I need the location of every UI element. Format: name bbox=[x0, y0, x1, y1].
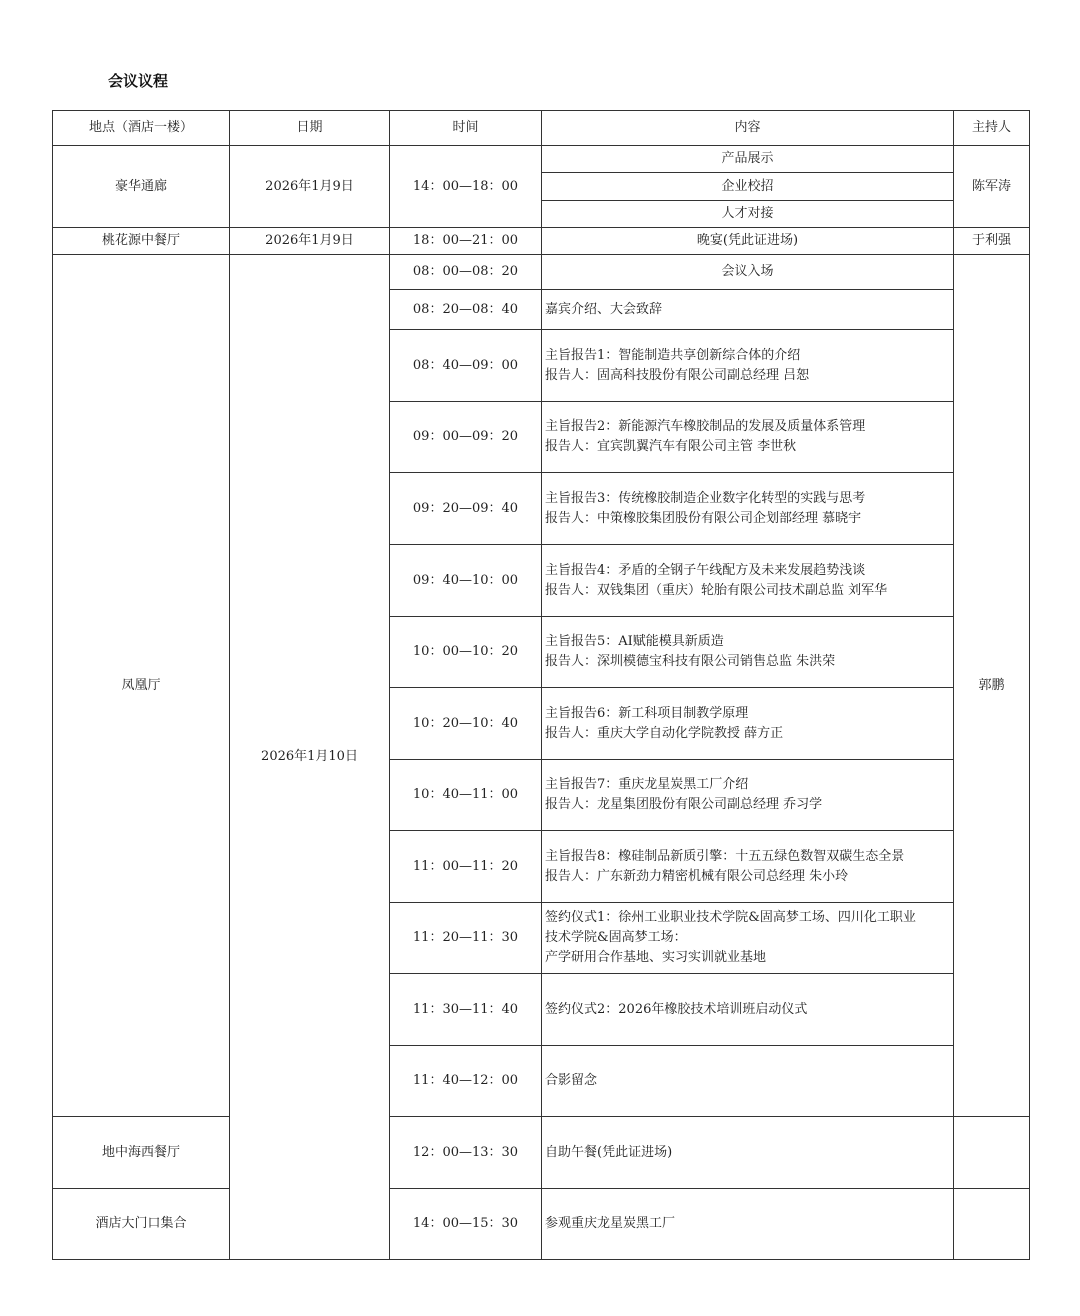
content-cell bbox=[542, 688, 954, 760]
content-line: 主旨报告6：新工科项目制教学原理 bbox=[545, 705, 749, 721]
time-cell: 09：20—09：40 bbox=[390, 473, 542, 545]
time-cell: 14：00—15：30 bbox=[390, 1189, 542, 1260]
content-line: 主旨报告5：AI赋能模具新质造 bbox=[545, 634, 724, 649]
content-cell bbox=[542, 974, 954, 1046]
header-venue: 地点（酒店一楼） bbox=[53, 111, 230, 146]
host-cell: 于利强 bbox=[954, 228, 1030, 255]
header-content: 内容 bbox=[542, 111, 954, 146]
content-line: 报告人：中策橡胶集团股份有限公司企划部经理 慕晓宇 bbox=[545, 510, 862, 526]
content-line: 主旨报告3：传统橡胶制造企业数字化转型的实践与思考 bbox=[545, 490, 866, 506]
table-row bbox=[53, 255, 1030, 290]
content-line: 主旨报告2：新能源汽车橡胶制品的发展及质量体系管理 bbox=[545, 419, 866, 434]
content-cell: 人才对接 bbox=[542, 201, 954, 228]
time-cell: 14：00—18：00 bbox=[390, 146, 542, 228]
content-line: 技术学院&固高梦工场： bbox=[545, 930, 687, 945]
content-line: 主旨报告1：智能制造共享创新综合体的介绍 bbox=[545, 347, 801, 363]
host-cell: 郭鹏 bbox=[954, 255, 1030, 1117]
date-cell: 2026年1月9日 bbox=[230, 228, 390, 255]
venue-cell: 地中海西餐厅 bbox=[53, 1117, 230, 1189]
content-cell bbox=[542, 473, 954, 545]
content-line: 参观重庆龙星炭黑工厂 bbox=[545, 1216, 676, 1231]
content-line: 签约仪式1：徐州工业职业技术学院&固高梦工场、四川化工职业 bbox=[545, 910, 916, 925]
content-line: 主旨报告8：橡硅制品新质引擎：十五五绿色数智双碳生态全景 bbox=[545, 848, 905, 864]
time-cell: 11：40—12：00 bbox=[390, 1046, 542, 1117]
venue-cell: 桃花源中餐厅 bbox=[53, 228, 230, 255]
content-cell bbox=[542, 1046, 954, 1117]
time-cell: 11：30—11：40 bbox=[390, 974, 542, 1046]
content-line: 报告人：深圳模德宝科技有限公司销售总监 朱洪荣 bbox=[545, 654, 836, 669]
content-line: 主旨报告4：矛盾的全钢子午线配方及未来发展趋势浅谈 bbox=[545, 562, 866, 578]
content-cell bbox=[542, 1189, 954, 1260]
content-line: 会议入场 bbox=[721, 264, 774, 279]
table-row bbox=[53, 146, 1030, 173]
content-line: 报告人：宜宾凯翼汽车有限公司主管 李世秋 bbox=[545, 439, 797, 454]
content-line: 自助午餐(凭此证进场) bbox=[545, 1144, 673, 1160]
content-cell: 晚宴(凭此证进场) bbox=[542, 228, 954, 255]
time-cell: 08：00—08：20 bbox=[390, 255, 542, 290]
time-cell: 08：20—08：40 bbox=[390, 290, 542, 330]
content-line: 合影留念 bbox=[545, 1073, 598, 1088]
content-cell bbox=[542, 402, 954, 473]
content-cell bbox=[542, 617, 954, 688]
time-cell: 09：40—10：00 bbox=[390, 545, 542, 617]
content-cell bbox=[542, 330, 954, 402]
header-time: 时间 bbox=[390, 111, 542, 146]
time-cell: 18：00—21：00 bbox=[390, 228, 542, 255]
content-cell bbox=[542, 290, 954, 330]
content-cell bbox=[542, 1117, 954, 1189]
content-line: 签约仪式2：2026年橡胶技术培训班启动仪式 bbox=[545, 1001, 808, 1017]
content-cell bbox=[542, 255, 954, 290]
time-cell: 11：20—11：30 bbox=[390, 903, 542, 974]
host-cell bbox=[954, 1117, 1030, 1189]
host-cell: 陈军涛 bbox=[954, 146, 1030, 228]
content-line: 报告人：重庆大学自动化学院教授 薛方正 bbox=[545, 725, 784, 741]
venue-cell: 酒店大门口集合 bbox=[53, 1189, 230, 1260]
table-row bbox=[53, 1117, 1030, 1189]
content-line: 主旨报告7：重庆龙星炭黑工厂介绍 bbox=[545, 777, 749, 792]
header-date: 日期 bbox=[230, 111, 390, 146]
agenda-table bbox=[52, 110, 1030, 1260]
time-cell: 10：40—11：00 bbox=[390, 760, 542, 831]
content-line: 报告人：固高科技股份有限公司副总经理 吕恕 bbox=[545, 367, 810, 383]
content-cell: 产品展示 bbox=[542, 146, 954, 173]
table-row bbox=[53, 228, 1030, 255]
time-cell: 10：00—10：20 bbox=[390, 617, 542, 688]
content-cell bbox=[542, 545, 954, 617]
date-cell: 2026年1月10日 bbox=[230, 255, 390, 1260]
venue-cell: 凤凰厅 bbox=[53, 255, 230, 1117]
content-cell: 企业校招 bbox=[542, 173, 954, 201]
date-cell: 2026年1月9日 bbox=[230, 146, 390, 228]
host-cell bbox=[954, 1189, 1030, 1260]
content-cell bbox=[542, 903, 954, 974]
content-cell bbox=[542, 760, 954, 831]
table-row bbox=[53, 1189, 1030, 1260]
content-line: 嘉宾介绍、大会致辞 bbox=[545, 301, 663, 317]
time-cell: 08：40—09：00 bbox=[390, 330, 542, 402]
content-line: 产学研用合作基地、实习实训就业基地 bbox=[545, 950, 767, 965]
time-cell: 10：20—10：40 bbox=[390, 688, 542, 760]
time-cell: 09：00—09：20 bbox=[390, 402, 542, 473]
content-line: 报告人：双钱集团（重庆）轮胎有限公司技术副总监 刘军华 bbox=[545, 582, 888, 598]
content-cell bbox=[542, 831, 954, 903]
content-line: 报告人：广东新劲力精密机械有限公司总经理 朱小玲 bbox=[545, 868, 849, 884]
header-host: 主持人 bbox=[954, 111, 1030, 146]
table-header-row bbox=[53, 111, 1030, 146]
venue-cell: 豪华通廊 bbox=[53, 146, 230, 228]
content-line: 报告人：龙星集团股份有限公司副总经理 乔习学 bbox=[545, 797, 823, 812]
time-cell: 12：00—13：30 bbox=[390, 1117, 542, 1189]
time-cell: 11：00—11：20 bbox=[390, 831, 542, 903]
page-title: 会议议程 bbox=[108, 72, 169, 90]
